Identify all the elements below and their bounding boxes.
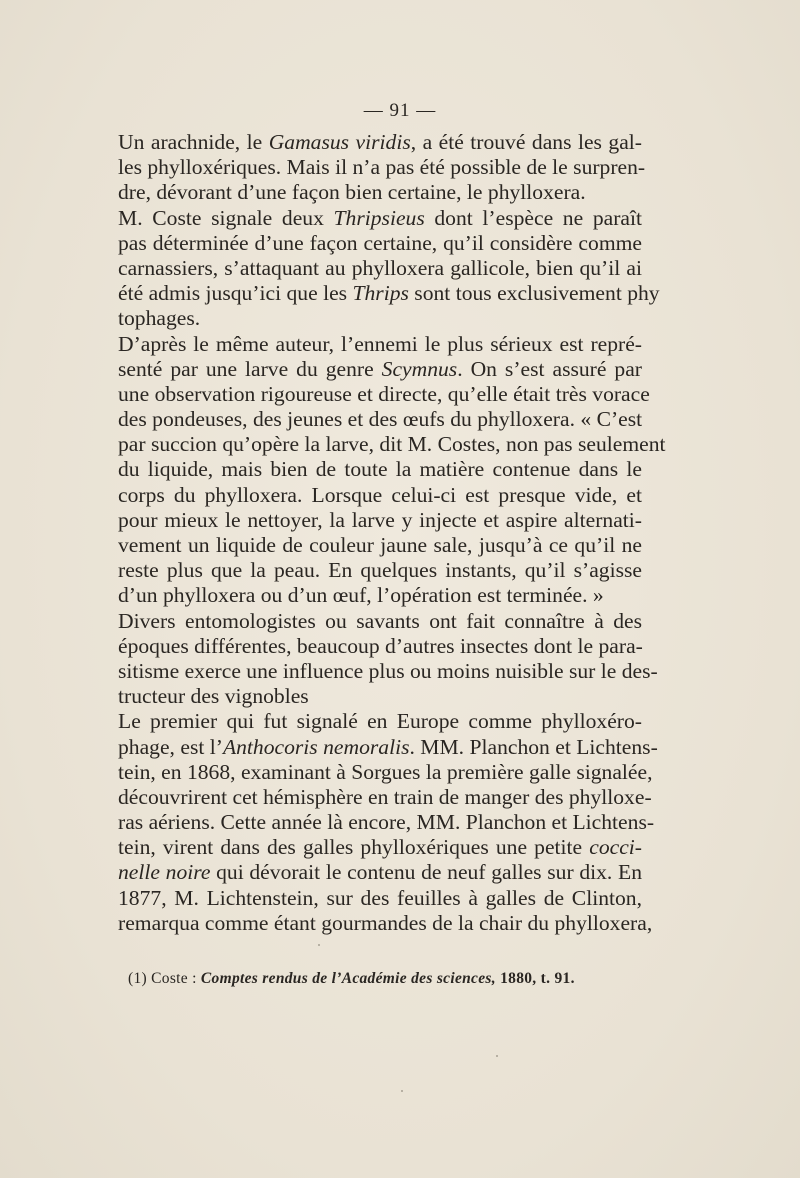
text-run: pour mieux le nettoyer, la larve y injecte et aspire alternati- xyxy=(118,507,642,532)
italic-term: Gamasus viridis xyxy=(268,130,411,154)
italic-term: Scymnus xyxy=(381,356,458,381)
italic-term: Thrips xyxy=(352,281,409,306)
text-line xyxy=(118,483,642,508)
text-run: tein, virent dans des galles phylloxériques une petite xyxy=(118,835,590,860)
text-line xyxy=(118,231,642,256)
text-line xyxy=(118,810,655,835)
text-line xyxy=(118,407,642,432)
text-run: carnassiers, s’attaquant au phylloxera gallicole, bien qu’il ai xyxy=(118,255,642,280)
text-line xyxy=(118,155,646,180)
text-run: Le premier qui fut signalé en Europe comme phylloxéro- xyxy=(118,709,642,734)
text-line xyxy=(118,684,642,709)
text-run: tructeur des vignobles xyxy=(118,684,309,709)
text-line xyxy=(118,759,653,785)
text-line xyxy=(118,281,660,306)
text-run: Un arachnide, le xyxy=(118,130,269,154)
page-number: — 91 — xyxy=(363,100,437,121)
text-run: les phylloxériques. Mais il n’a pas été possible de le surpren- xyxy=(118,155,646,180)
text-line xyxy=(118,784,652,810)
text-line xyxy=(118,206,642,231)
text-run: tophages. xyxy=(118,306,201,331)
footnote-title: Comptes rendus de l’Académie des sciences, xyxy=(200,970,496,987)
text-run: dont l’espèce ne paraît xyxy=(424,205,642,230)
italic-term: Anthocoris nemoralis xyxy=(222,734,410,759)
paper-speck xyxy=(318,944,320,946)
text-line xyxy=(118,180,642,205)
text-line xyxy=(118,634,642,659)
text-run: senté par une larve du genre xyxy=(118,356,382,381)
text-run: dre, dévorant d’une façon bien certaine, le phylloxera. xyxy=(118,180,586,205)
text-run: d’un phylloxera ou d’un œuf, l’opération est terminée. » xyxy=(118,583,604,608)
text-run: . MM. Planchon et Lichtens- xyxy=(409,734,658,759)
text-line xyxy=(118,256,642,281)
text-run: M. Coste signale deux xyxy=(118,205,334,230)
text-line xyxy=(118,432,666,457)
text-run: pas déterminée d’une façon certaine, qu’il considère comme xyxy=(118,230,642,255)
text-line xyxy=(118,658,658,684)
text-line xyxy=(118,332,642,357)
text-line xyxy=(118,558,642,583)
text-run: une observation rigoureuse et directe, qu’elle était très vorace xyxy=(118,381,650,406)
text-line xyxy=(118,533,642,558)
text-run: 1877, M. Lichtenstein, sur des feuilles à galles de Clinton, xyxy=(118,885,642,910)
text-run: des pondeuses, des jeunes et des œufs du phylloxera. « C’est xyxy=(118,407,643,432)
italic-term: cocci- xyxy=(589,835,642,860)
text-run: sitisme exerce une influence plus ou moins nuisible sur le des- xyxy=(118,658,658,683)
text-run: été admis jusqu’ici que les xyxy=(118,281,353,306)
text-run: phage, est l’ xyxy=(118,734,223,759)
text-run: découvrirent cet hémisphère en train de manger des phylloxe- xyxy=(118,784,652,809)
italic-term: Thripsieus xyxy=(333,205,425,230)
text-line xyxy=(118,306,642,331)
text-line xyxy=(118,381,650,407)
text-run: . On s’est assuré par xyxy=(457,356,642,381)
paper-speck xyxy=(401,1090,403,1092)
text-run: corps du phylloxera. Lorsque celui-ci est presque vide, et xyxy=(118,482,642,507)
text-line xyxy=(118,457,642,482)
text-line xyxy=(118,886,642,911)
text-run: , a été trouvé dans les gal- xyxy=(410,130,642,154)
text-run: remarqua comme étant gourmandes de la chair du phylloxera, xyxy=(118,910,653,935)
text-line xyxy=(118,734,658,760)
text-line xyxy=(118,860,642,885)
body-text xyxy=(118,130,666,936)
text-line xyxy=(118,130,642,155)
footnote-prefix: (1) Coste : xyxy=(128,970,201,987)
text-run: reste plus que la peau. En quelques instants, qu’il s’agisse xyxy=(118,558,642,583)
text-run: du liquide, mais bien de toute la matière contenue dans le xyxy=(118,457,642,482)
text-run: par succion qu’opère la larve, dit M. Costes, non pas seulement xyxy=(118,432,666,457)
text-run: D’après le même auteur, l’ennemi le plus sérieux est repré- xyxy=(118,331,642,356)
text-run: ras aériens. Cette année là encore, MM. Planchon et Lichtens- xyxy=(118,810,655,835)
text-run: Divers entomologistes ou savants ont fait connaître à des xyxy=(118,608,642,633)
text-run: qui dévorait le contenu de neuf galles sur dix. En xyxy=(210,860,642,885)
footnote xyxy=(128,970,688,988)
text-line xyxy=(118,583,642,608)
text-line xyxy=(118,709,642,734)
text-line xyxy=(118,835,642,860)
text-line xyxy=(118,609,642,634)
italic-term: nelle noire xyxy=(118,860,211,885)
text-run: sont tous exclusivement phy xyxy=(408,281,660,306)
paper-speck xyxy=(496,1055,498,1057)
text-line xyxy=(118,508,642,533)
text-line xyxy=(118,357,642,382)
text-run: vement un liquide de couleur jaune sale, jusqu’à ce qu’il ne xyxy=(118,533,642,557)
text-run: époques différentes, beaucoup d’autres insectes dont le para- xyxy=(118,633,643,658)
text-run: tein, en 1868, examinant à Sorgues la première galle signalée, xyxy=(118,759,653,784)
text-line xyxy=(118,910,653,936)
footnote-suffix: 1880, t. 91. xyxy=(495,970,575,987)
